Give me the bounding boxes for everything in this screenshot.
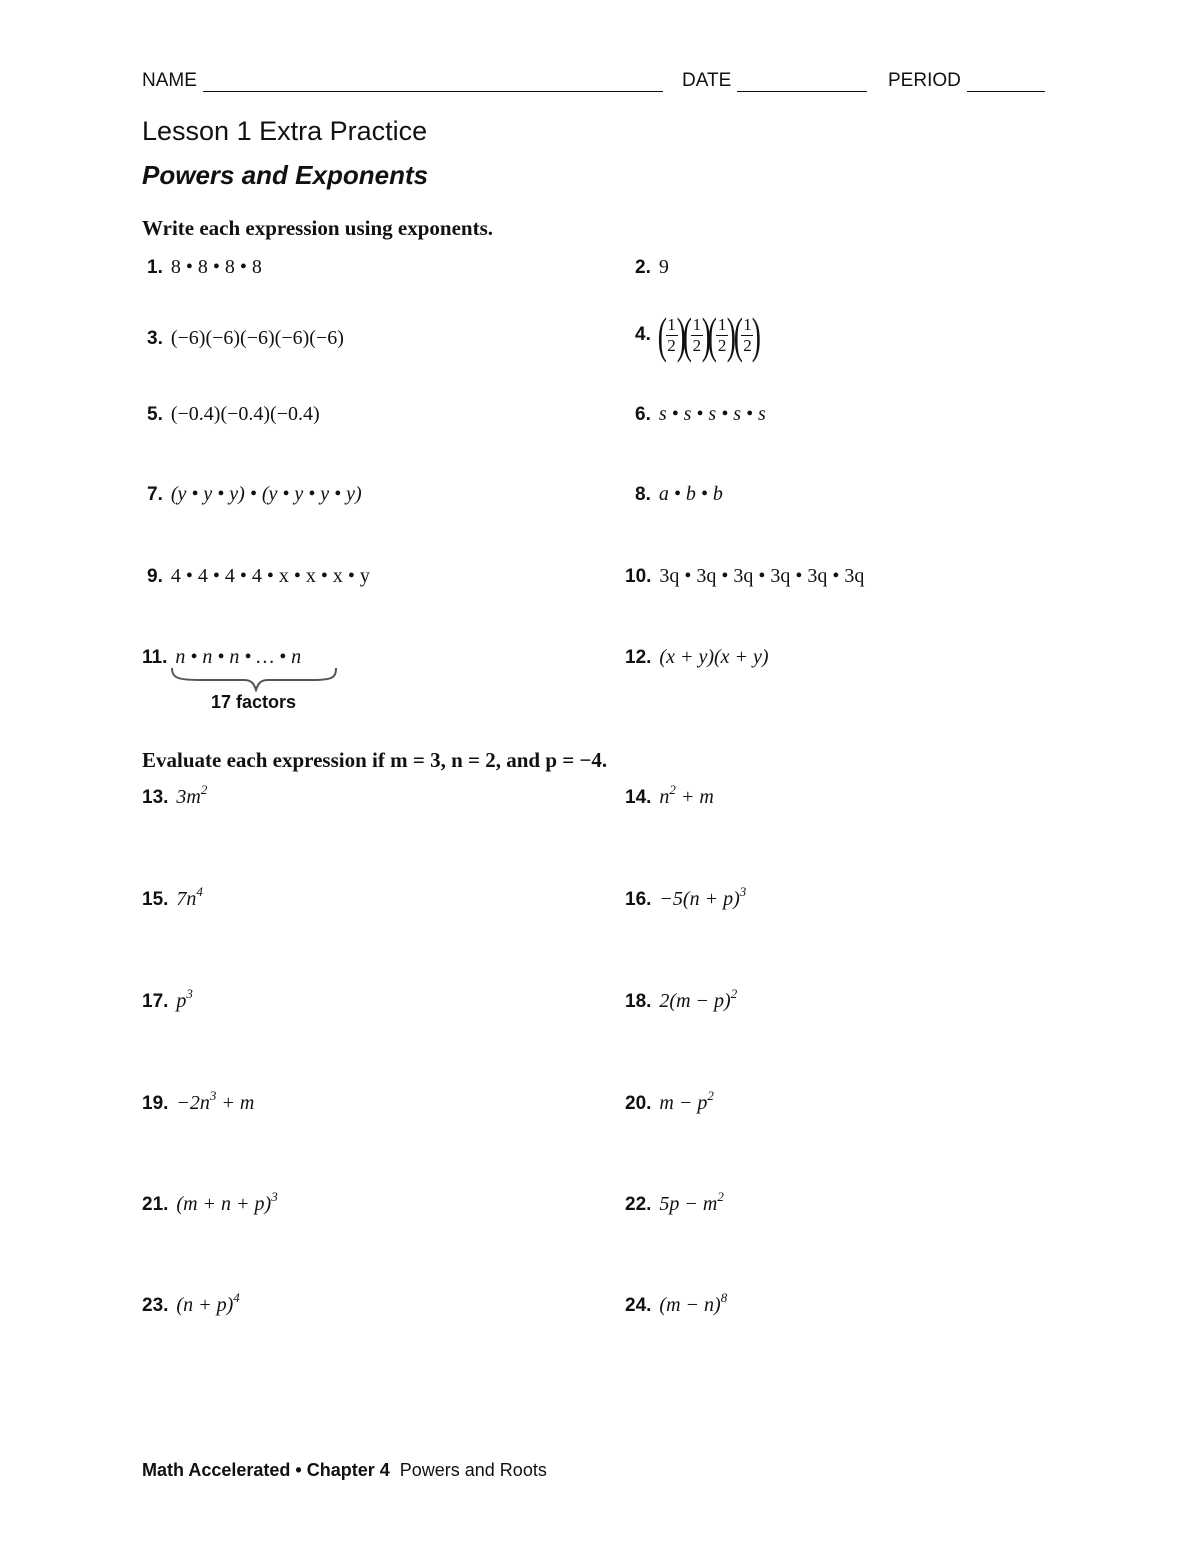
problem-12: 12. (x + y)(x + y): [625, 646, 769, 668]
problem-5: 5. (−0.4)(−0.4)(−0.4): [147, 403, 320, 425]
problem-15: 15. $7n^4$: [142, 884, 203, 910]
problem-19: 19. $-2n^3 + m$: [142, 1088, 255, 1114]
name-field[interactable]: [142, 70, 663, 92]
section2-instruction: Evaluate each expression if m = 3, n = 2, and p = −4.: [142, 748, 608, 772]
problem-10: 10. 3q • 3q • 3q • 3q • 3q • 3q: [625, 565, 865, 587]
problem-23: 23. $(n + p)^4$: [142, 1290, 240, 1316]
date-line[interactable]: [737, 71, 867, 92]
footer-topic: Powers and Roots: [399, 1460, 547, 1480]
problem-21: 21. $(m + n + p)^3$: [142, 1189, 278, 1215]
period-label: PERIOD: [888, 70, 961, 91]
problem-13: 13. $3m^2$: [142, 782, 208, 808]
problem-8: 8. a • b • b: [635, 483, 723, 505]
problem-20: 20. $m - p^2$: [625, 1088, 714, 1114]
name-line[interactable]: [203, 71, 663, 92]
footer-course: Math Accelerated: [142, 1460, 291, 1480]
problem-3: 3. (−6)(−6)(−6)(−6)(−6): [147, 327, 344, 349]
page-subtitle: Powers and Exponents: [142, 160, 429, 190]
problem-7: 7. (y • y • y) • (y • y • y • y): [147, 483, 362, 505]
problem-4: 4. ( $\frac{1}{2}$ ) ( $\frac{1}{2}$ ) ( $\frac{1}{2}$ ) ( $\frac{1}{2}$ ): [635, 307, 762, 363]
brace-label: 17 factors: [211, 692, 297, 712]
problem-9: 9. 4 • 4 • 4 • 4 • x • x • x • y: [147, 565, 370, 587]
problem-6: 6. s • s • s • s • s: [635, 403, 766, 425]
name-label: NAME: [142, 70, 197, 91]
period-line[interactable]: [967, 71, 1045, 92]
problem-24: 24. $(m - n)^8$: [625, 1290, 728, 1316]
problem-14: 14. $n^2 + m$: [625, 782, 714, 808]
fraction-product: ( $\frac{1}{2}$ ) ( $\frac{1}{2}$ ) ( $\frac{1}{2}$ ) ( $\frac{1}{2}$ ): [657, 307, 762, 363]
date-label: DATE: [682, 70, 732, 91]
page-footer: Math Accelerated • Chapter 4 Powers and Roots: [142, 1460, 547, 1480]
problem-2: 2. 9: [635, 256, 669, 278]
footer-chapter: Chapter 4: [306, 1460, 390, 1480]
problem-18: 18. $2(m - p)^2$: [625, 986, 738, 1012]
problem-11: 11. n • n • n • … • n: [142, 646, 302, 668]
problem-17: 17. $p^3$: [142, 986, 193, 1012]
period-field[interactable]: [888, 70, 1045, 92]
date-field[interactable]: [682, 70, 867, 92]
problem-22: 22. $5p - m^2$: [625, 1189, 724, 1215]
problem-16: 16. $-5(n + p)^3$: [625, 884, 747, 910]
problem-1: 1. 8 • 8 • 8 • 8: [147, 256, 262, 278]
page-title: Lesson 1 Extra Practice: [142, 116, 428, 146]
section1-instruction: Write each expression using exponents.: [142, 216, 493, 240]
underbrace-icon: [170, 666, 340, 692]
